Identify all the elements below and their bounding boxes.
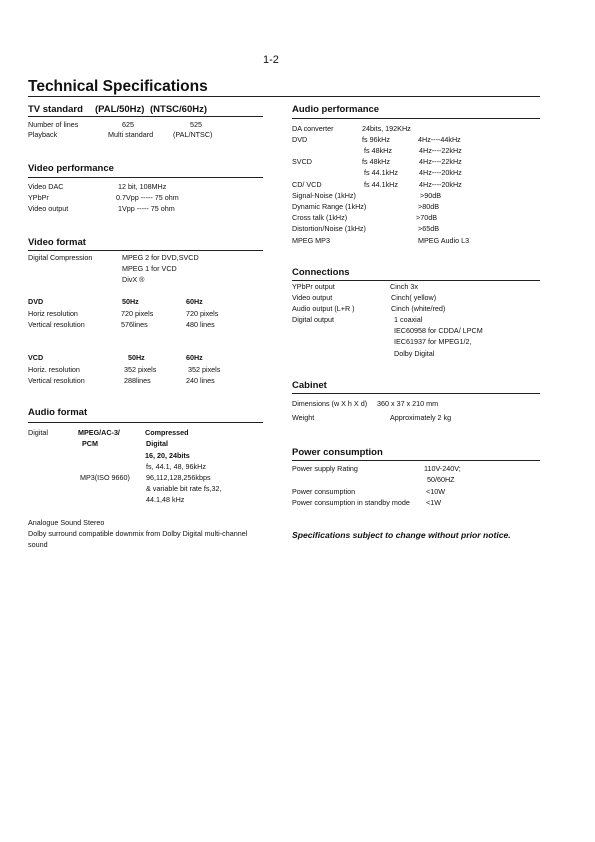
conn-digital-extra-2: IEC61937 for MPEG1/2, [394, 337, 472, 346]
perf-svcd-range-2: 4Hz----20kHz [419, 168, 462, 177]
perf-dvd-range-2: 4Hz----22kHz [419, 146, 462, 155]
tv-standard-heading: TV standard [28, 104, 83, 115]
snr-value: >90dB [420, 191, 441, 200]
crosstalk-value: >70dB [416, 213, 437, 222]
cabinet-heading: Cabinet [292, 380, 327, 391]
compression-value-3: DivX ® [122, 275, 145, 284]
dvd-label: DVD [28, 297, 44, 306]
conn-audio-label: Audio output (L+R ) [292, 304, 355, 313]
da-converter-value: 24bits, 192KHz [362, 124, 411, 133]
dynamic-range-value: >80dB [418, 202, 439, 211]
tv-standard-ntsc-header: (NTSC/60Hz) [150, 104, 208, 115]
audio-mp3-label: MP3(ISO 9660) [80, 473, 130, 482]
conn-digital-label: Digital output [292, 315, 334, 324]
cabinet-rule [292, 393, 540, 394]
tv-lines-pal: 625 [122, 120, 134, 129]
tv-playback-ntsc: (PAL/NTSC) [173, 130, 213, 139]
conn-video-value: Cinch( yellow) [391, 293, 437, 302]
cabinet-weight-value: Approximately 2 kg [390, 413, 452, 422]
dvd-vert-50: 576lines [121, 320, 148, 329]
conn-digital-extra-3: Dolby Digital [394, 349, 435, 358]
da-converter-label: DA converter [292, 124, 334, 133]
cabinet-dim-label: Dimensions (w X h X d) [292, 399, 368, 408]
tv-playback-pal: Multi standard [108, 130, 154, 139]
video-performance-heading: Video performance [28, 163, 114, 174]
vcd-vert-60: 240 lines [186, 376, 215, 385]
audio-compressed: Compressed [145, 428, 189, 437]
perf-cd-range: 4Hz----20kHz [419, 180, 462, 189]
snr-label: Signal-Noise (1kHz) [292, 191, 356, 200]
audio-fs: fs, 44.1, 48, 96kHz [146, 462, 206, 471]
conn-digital-value: 1 coaxial [394, 315, 423, 324]
crosstalk-label: Cross talk (1kHz) [292, 213, 348, 222]
video-dac-label: Video DAC [28, 182, 64, 191]
perf-dvd-fs-2: fs 48kHz [364, 146, 392, 155]
vcd-vert-label: Vertical resolution [28, 376, 85, 385]
vcd-horiz-50: 352 pixels [124, 365, 157, 374]
audio-mpeg-ac3: MPEG/AC-3/ [78, 428, 120, 437]
dvd-horiz-60: 720 pixels [186, 309, 219, 318]
conn-video-label: Video output [292, 293, 333, 302]
distortion-value: >65dB [418, 224, 439, 233]
perf-dvd-range-1: 4Hz----44kHz [418, 135, 461, 144]
dvd-60hz-header: 60Hz [186, 297, 203, 306]
tv-standard-pal-header: (PAL/50Hz) [95, 104, 145, 115]
title-rule [28, 96, 540, 97]
perf-cd-fs: fs 44.1kHz [364, 180, 398, 189]
vcd-horiz-label: Horiz. resolution [28, 365, 80, 374]
vcd-60hz-header: 60Hz [186, 353, 203, 362]
perf-dvd-label: DVD [292, 135, 308, 144]
video-format-rule [28, 250, 263, 251]
tv-lines-ntsc: 525 [190, 120, 202, 129]
audio-format-rule [28, 422, 263, 423]
conn-ypbpr-label: YPbPr output [292, 282, 335, 291]
video-format-heading: Video format [28, 237, 86, 248]
power-heading: Power consumption [292, 447, 383, 458]
audio-mp3-rates: 96,112,128,256kbps [146, 473, 211, 482]
page-title: Technical Specifications [28, 78, 208, 95]
perf-dvd-fs-1: fs 96kHz [362, 135, 390, 144]
audio-dolby-line-1: Dolby surround compatible downmix from Dolby Digital multi-channel [28, 529, 248, 538]
mpeg-mp3-label: MPEG MP3 [292, 236, 330, 245]
conn-digital-extra-1: IEC60958 for CDDA/ LPCM [394, 326, 483, 335]
tv-standard-rule [28, 116, 263, 117]
power-standby-value: <1W [426, 498, 441, 507]
dynamic-range-label: Dynamic Range (1kHz) [292, 202, 367, 211]
dvd-horiz-label: Horiz resolution [28, 309, 78, 318]
power-rule [292, 460, 540, 461]
change-notice: Specifications subject to change without prior notice. [292, 530, 511, 540]
perf-svcd-fs-1: fs 48kHz [362, 157, 390, 166]
vcd-horiz-60: 352 pixels [188, 365, 221, 374]
audio-pcm: PCM [82, 439, 98, 448]
vcd-50hz-header: 50Hz [128, 353, 145, 362]
connections-rule [292, 280, 540, 281]
audio-performance-rule [292, 118, 540, 119]
vcd-vert-50: 288lines [124, 376, 151, 385]
power-rating-value-1: 110V-240V; [424, 464, 461, 473]
audio-digital-label: Digital [28, 428, 48, 437]
video-output-label: Video output [28, 204, 69, 213]
audio-performance-heading: Audio performance [292, 104, 380, 115]
ypbpr-value: 0.7Vpp ----- 75 ohm [116, 193, 179, 202]
page-number: 1-2 [263, 54, 279, 66]
compression-value-1: MPEG 2 for DVD,SVCD [122, 253, 199, 262]
perf-cd-label: CD/ VCD [292, 180, 322, 189]
dvd-vert-label: Vertical resolution [28, 320, 85, 329]
audio-variable-bitrate: & variable bit rate fs,32, [146, 484, 222, 493]
audio-khz: 44.1,48 kHz [146, 495, 185, 504]
dvd-horiz-50: 720 pixels [121, 309, 154, 318]
perf-svcd-label: SVCD [292, 157, 312, 166]
cabinet-weight-label: Weight [292, 413, 315, 422]
audio-analogue: Analogue Sound Stereo [28, 518, 105, 527]
conn-audio-value: Cinch (white/red) [391, 304, 446, 313]
tv-playback-label: Playback [28, 130, 58, 139]
ypbpr-label: YPbPr [28, 193, 49, 202]
power-rating-value-2: 50/60HZ [427, 475, 455, 484]
video-dac-value: 12 bit, 108MHz [118, 182, 167, 191]
power-standby-label: Power consumption in standby mode [292, 498, 410, 507]
perf-svcd-fs-2: fs 44.1kHz [364, 168, 398, 177]
dvd-50hz-header: 50Hz [122, 297, 139, 306]
mpeg-mp3-value: MPEG Audio L3 [418, 236, 470, 245]
power-cons-label: Power consumption [292, 487, 356, 496]
audio-digital-bold: Digital [146, 439, 168, 448]
audio-format-heading: Audio format [28, 407, 88, 418]
compression-value-2: MPEG 1 for VCD [122, 264, 177, 273]
conn-ypbpr-value: Cinch 3x [390, 282, 418, 291]
vcd-label: VCD [28, 353, 44, 362]
distortion-label: Distortion/Noise (1kHz) [292, 224, 366, 233]
cabinet-dim-value: 360 x 37 x 210 mm [377, 399, 439, 408]
audio-bits: 16, 20, 24bits [145, 451, 190, 460]
power-cons-value: <10W [426, 487, 445, 496]
perf-svcd-range-1: 4Hz----22kHz [419, 157, 462, 166]
compression-label: Digital Compression [28, 253, 93, 262]
connections-heading: Connections [292, 267, 350, 278]
tv-lines-label: Number of lines [28, 120, 79, 129]
video-performance-rule [28, 177, 263, 178]
dvd-vert-60: 480 lines [186, 320, 215, 329]
video-output-value: 1Vpp ----- 75 ohm [118, 204, 175, 213]
power-rating-label: Power supply Rating [292, 464, 358, 473]
audio-dolby-line-2: sound [28, 540, 48, 549]
